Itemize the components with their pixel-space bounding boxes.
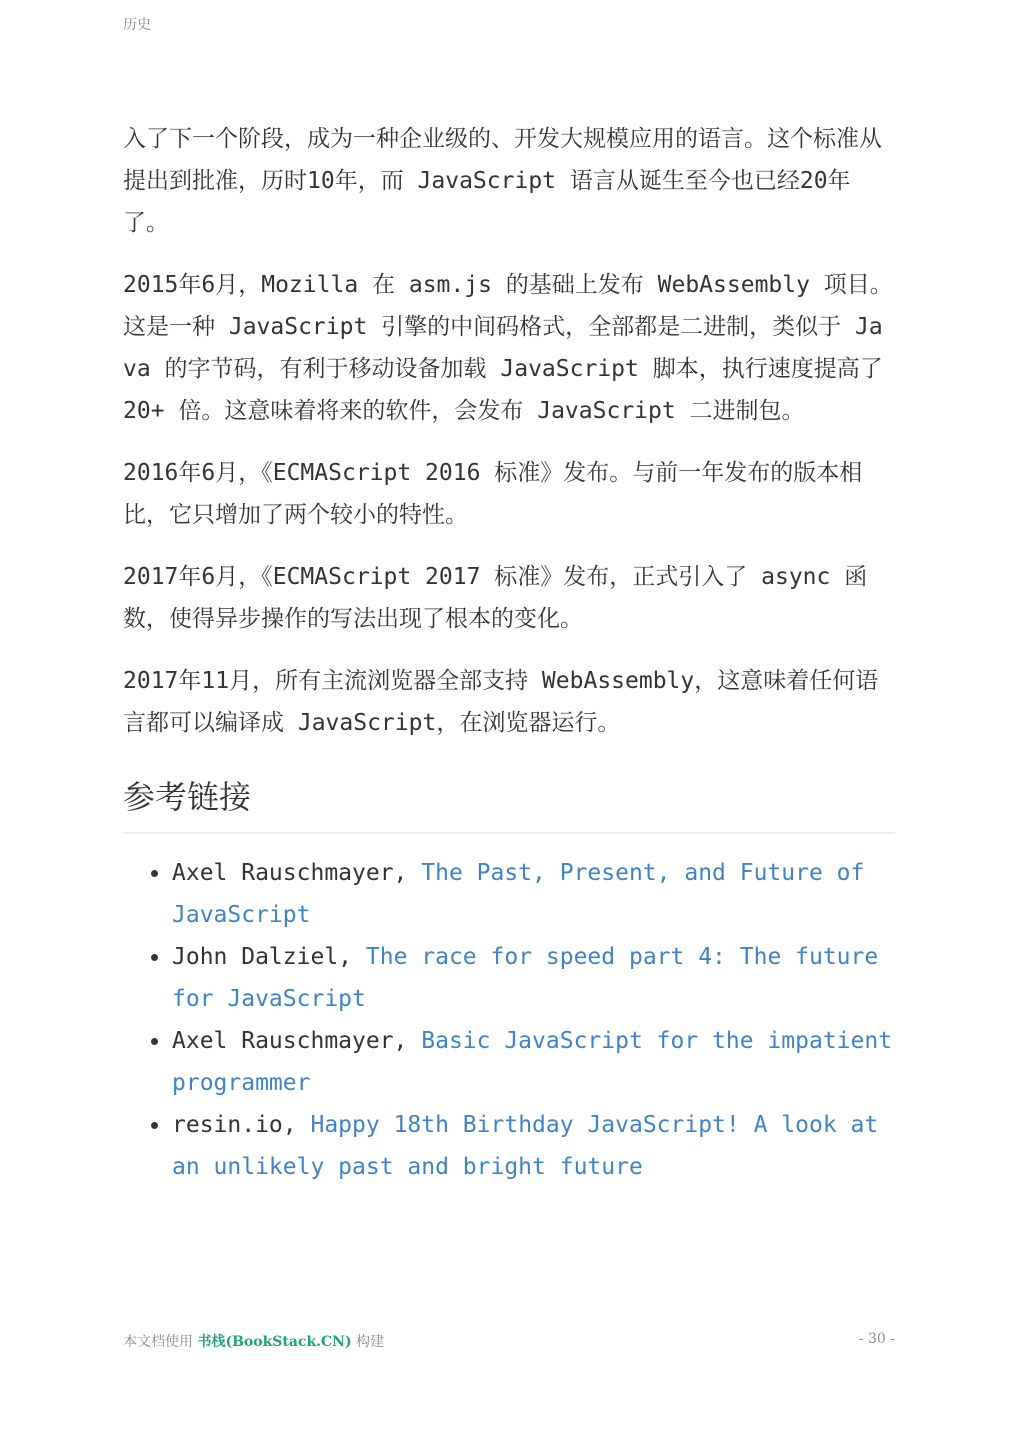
reference-item	[172, 1020, 895, 1104]
reference-item	[172, 852, 895, 936]
reference-link-race-for-speed[interactable]: The race for speed part 4: The future for JavaScript	[172, 944, 879, 1012]
paragraph-webassembly-2015: 2015年6月，Mozilla 在 asm.js 的基础上发布 WebAssembly 项目。这是一种 JavaScript 引擎的中间码格式，全部都是二进制，类似于 Java 的字节码，有利于移动设备加载 JavaScript 脚本，执行速度提高了 20+ 倍。这意味着将来的软件，会发布 JavaScript 二进制包。	[123, 272, 893, 424]
reference-link-happy-birthday[interactable]: Happy 18th Birthday JavaScript! A look at an unlikely past and bright future	[172, 1112, 879, 1180]
paragraph-webassembly-2017: 2017年11月，所有主流浏览器全部支持 WebAssembly，这意味着任何语言都可以编译成 JavaScript，在浏览器运行。	[123, 668, 879, 736]
page-footer	[123, 1331, 895, 1351]
reference-item	[172, 1104, 895, 1188]
chapter-header: 历史	[123, 17, 151, 33]
footer-brand-link[interactable]: 书栈(BookStack.CN)	[197, 1334, 352, 1350]
page-number: - 30 -	[858, 1331, 895, 1347]
footer-prefix: 本文档使用	[123, 1334, 198, 1350]
document-body	[123, 118, 895, 1188]
paragraph-es2017: 2017年6月，《ECMAScript 2017 标准》发布，正式引入了 async 函数，使得异步操作的写法出现了根本的变化。	[123, 564, 868, 632]
reference-link-basic-javascript[interactable]: Basic JavaScript for the impatient programmer	[172, 1028, 893, 1096]
reference-author: resin.io,	[172, 1112, 311, 1138]
reference-list	[123, 852, 895, 1188]
section-heading-references: 参考链接	[123, 774, 895, 834]
paragraph-es2016: 2016年6月，《ECMAScript 2016 标准》发布。与前一年发布的版本相比，它只增加了两个较小的特性。	[123, 460, 863, 528]
paragraph-standard-history: 入了下一个阶段，成为一种企业级的、开发大规模应用的语言。这个标准从提出到批准，历时10年，而 JavaScript 语言从诞生至今也已经20年了。	[123, 126, 882, 236]
footer-suffix: 构建	[351, 1334, 385, 1350]
reference-author: Axel Rauschmayer,	[172, 1028, 422, 1054]
reference-item	[172, 936, 895, 1020]
reference-author: Axel Rauschmayer,	[172, 860, 422, 886]
reference-link-past-present-future[interactable]: The Past, Present, and Future of JavaScript	[172, 860, 865, 928]
reference-author: John Dalziel,	[172, 944, 366, 970]
